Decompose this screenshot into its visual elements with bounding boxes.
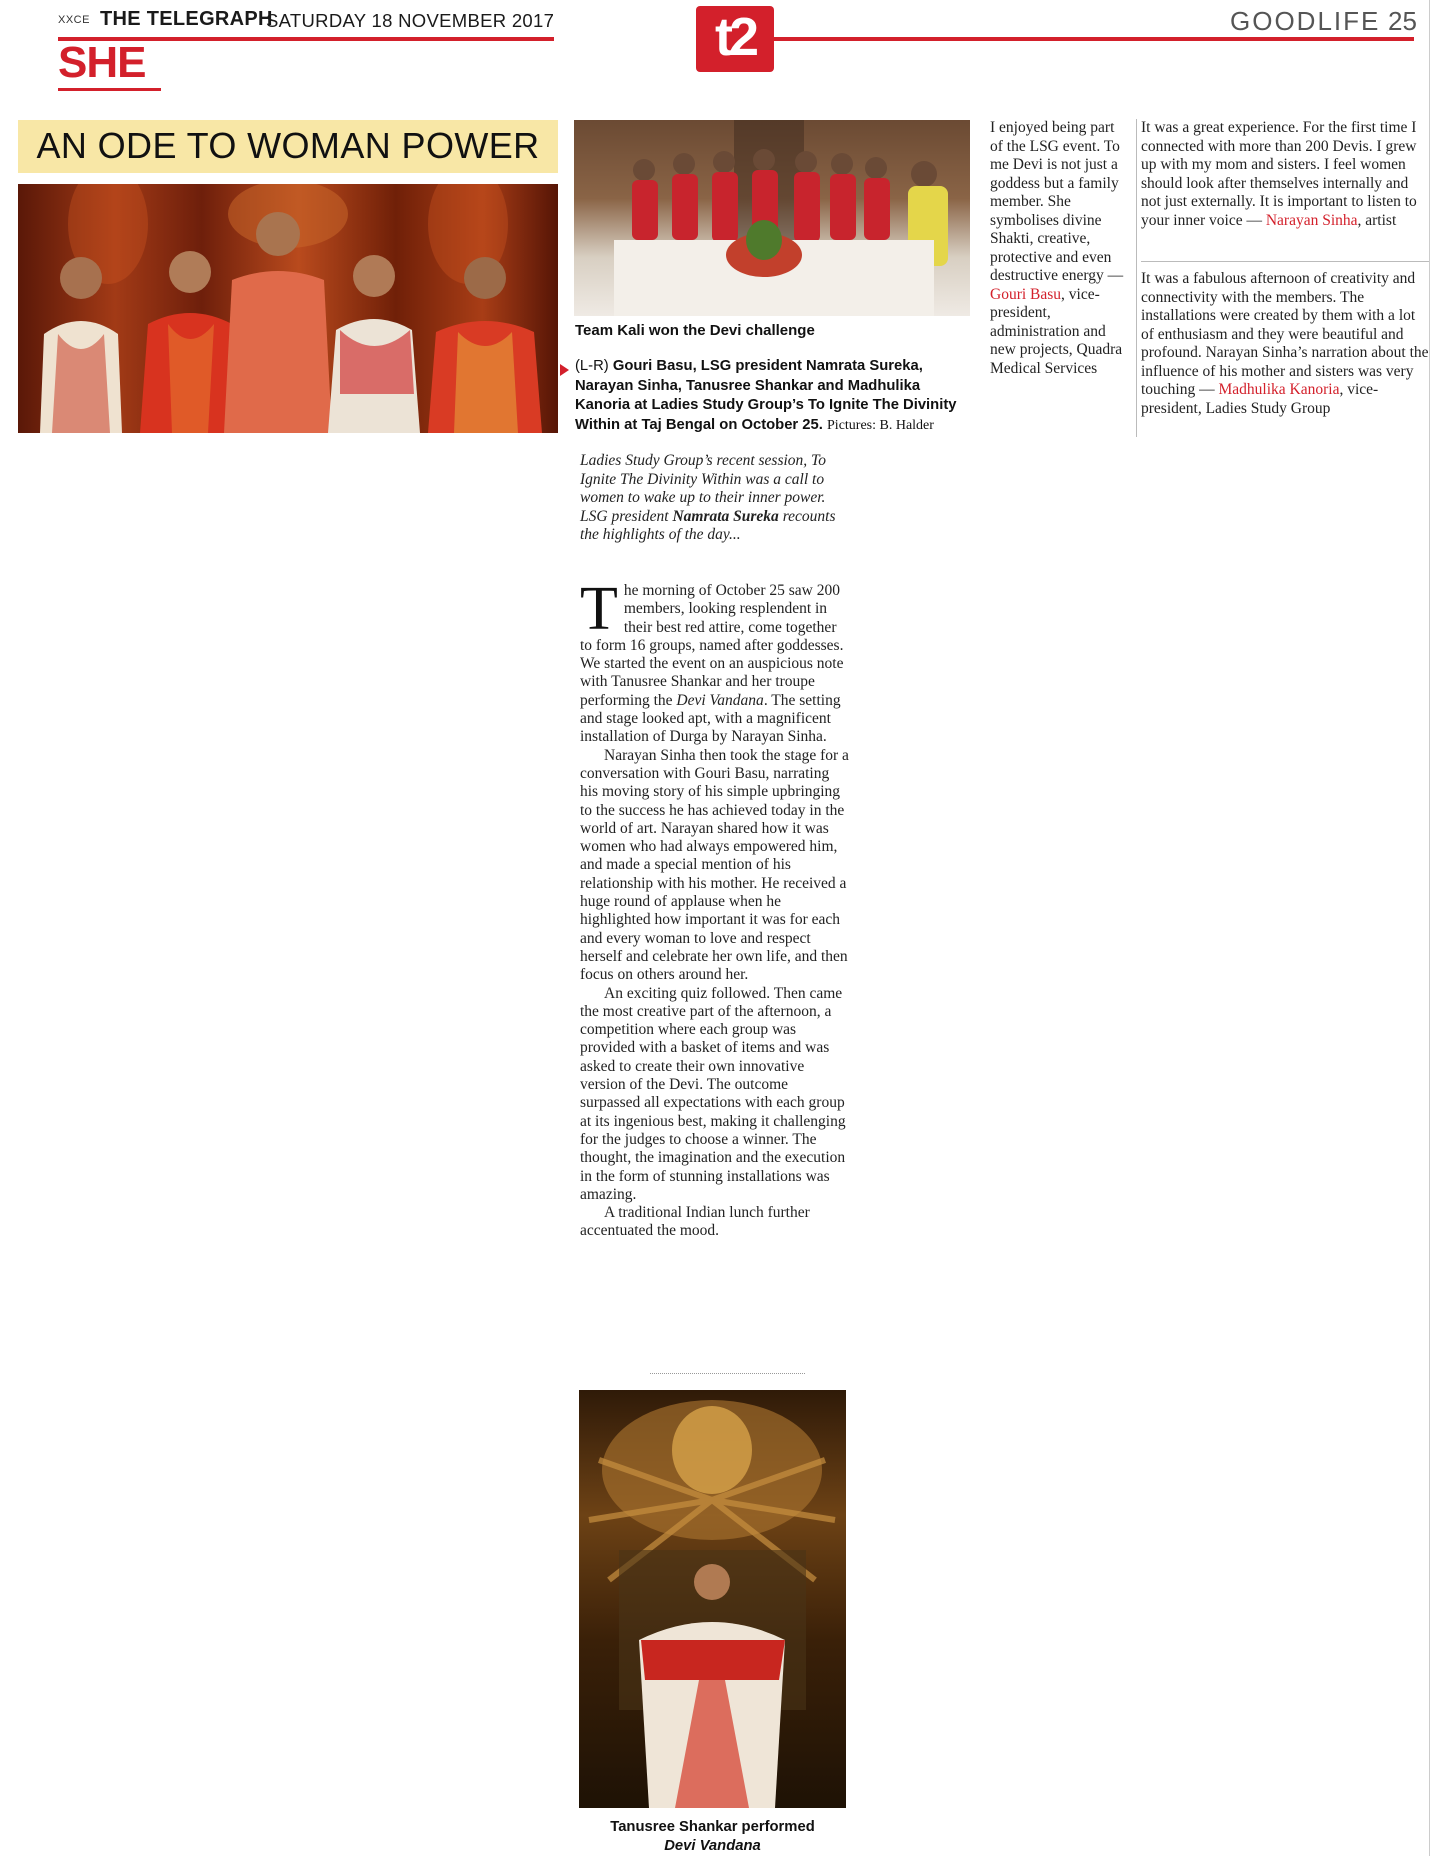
article-body (580, 575, 850, 1241)
page-edge-rule (1429, 0, 1430, 1856)
body-paragraph-2: Narayan Sinha then took the stage for a conversation with Gouri Basu, narrating his moving story of his simple upbringing to the success he has achieved today in the world of art. Narayan shared how it was women who had always empowered him, and made a special mention of his relationship with his mother. He received a huge round of applause when he highlighted how important it was for each and every woman to love and respect herself and celebrate her own life, and then focus on others around her. (580, 746, 849, 984)
quote-author: Narayan Sinha (1265, 211, 1358, 229)
body-paragraph-3: An exciting quiz followed. Then came the most creative part of the afternoon, a competition where each group was provided with a basket of items and was asked to create their own innovative version of the Devi. The outcome surpassed all expectations with each group at its ingenious best, making it challenging for the judges to choose a winner. The thought, the imagination and the execution in the form of stunning installations was amazing. (580, 984, 846, 1203)
publication-date: SATURDAY 18 NOVEMBER 2017 (266, 10, 555, 31)
caption-arrow-icon (560, 364, 569, 376)
quote-role: , vice-president, administration and new projects, Quadra Medical Services (990, 285, 1123, 377)
photo-credit: Pictures: B. Halder (827, 417, 934, 433)
team-kali-photo-figures (574, 120, 970, 316)
supplement-name: SHE (58, 38, 146, 87)
group-photo (18, 184, 558, 433)
drop-cap: T (580, 575, 618, 643)
intro-name: Namrata Sureka (672, 507, 779, 525)
edition-code: XXCE (58, 14, 90, 26)
caption-prefix: (L-R) (575, 358, 609, 374)
body-text: . The setting and stage looked apt, with a magnificent installation of Durga by Narayan Sinha. (580, 691, 841, 746)
t2-logo-text: t2 (714, 7, 755, 67)
intro-text-1: Ladies Study Group’s recent session, To Ignite The Divinity Within was a call to women to wake up to their inner power. LSG president (580, 452, 827, 525)
masthead-rule-right (774, 37, 1414, 41)
page-number: 25 (1388, 6, 1417, 36)
body-paragraph-1 (580, 575, 850, 747)
headline: AN ODE TO WOMAN POWER (36, 125, 540, 166)
newspaper-name: THE TELEGRAPH (100, 8, 273, 30)
quote-author: Gouri Basu (990, 285, 1062, 303)
group-photo-figures (18, 184, 558, 433)
team-photo-caption: Team Kali won the Devi challenge (575, 322, 815, 339)
quote-role: , artist (1357, 211, 1397, 229)
quote-role: , vice-president, Ladies Study Group (1141, 381, 1379, 417)
dance-photo-figures (579, 1390, 846, 1808)
quote-text: It was a great experience. For the first time I connected with more than 200 Devis. I grew up with my mom and sisters. I feel women should look after themselves internally and not just externally. It is important to listen to your inner voice — (1141, 119, 1417, 229)
body-italic: Devi Vandana (676, 691, 764, 709)
section-name: GOODLIFE (1230, 6, 1381, 36)
quote-separator (1141, 261, 1430, 262)
dance-photo-caption (579, 1818, 846, 1856)
quote-madhulika-kanoria (1141, 270, 1431, 418)
caption-names: Gouri Basu, LSG president Namrata Sureka, Narayan Sinha, Tanusree Shankar and Madhulika Kanoria at Ladies Study Group’s To Ignite The Divinity Within at Taj Bengal on October 25. (575, 358, 957, 433)
intro-text-2: recounts the highlights of the day... (580, 507, 836, 543)
dance-photo (579, 1390, 846, 1808)
dance-caption-line-2: Devi Vandana (664, 1838, 761, 1854)
group-photo-caption (575, 357, 961, 435)
supplement-underline (58, 88, 161, 91)
team-kali-photo (574, 120, 970, 316)
article-intro (580, 452, 850, 545)
column-rule (1136, 119, 1137, 437)
body-text: he morning of October 25 saw 200 members, looking resplendent in their best red attire, come together to form 16 groups, named after goddesses. We started the event on an auspicious note with Tanusree Shankar and her troupe performing the (580, 582, 844, 709)
quote-narayan-sinha (1141, 119, 1431, 230)
quote-gouri-basu (990, 119, 1127, 378)
body-paragraph-4: A traditional Indian lunch further accentuated the mood. (580, 1204, 810, 1240)
quote-text: It was a fabulous afternoon of creativity and connectivity with the members. The installations were created by them with a lot of enthusiasm and they were beautiful and profound. Narayan Sinha’s narration about the influence of his mother and sisters was very touching — (1141, 270, 1429, 398)
masthead (0, 0, 1434, 110)
quote-author: Madhulika Kanoria (1218, 381, 1340, 398)
quote-text: I enjoyed being part of the LSG event. To me Devi is not just a goddess but a family member. She symbolises divine Shakti, creative, protective and even destructive energy — (990, 119, 1124, 284)
dance-caption-line-1: Tanusree Shankar performed (610, 1819, 815, 1835)
dotted-divider (650, 1373, 805, 1374)
